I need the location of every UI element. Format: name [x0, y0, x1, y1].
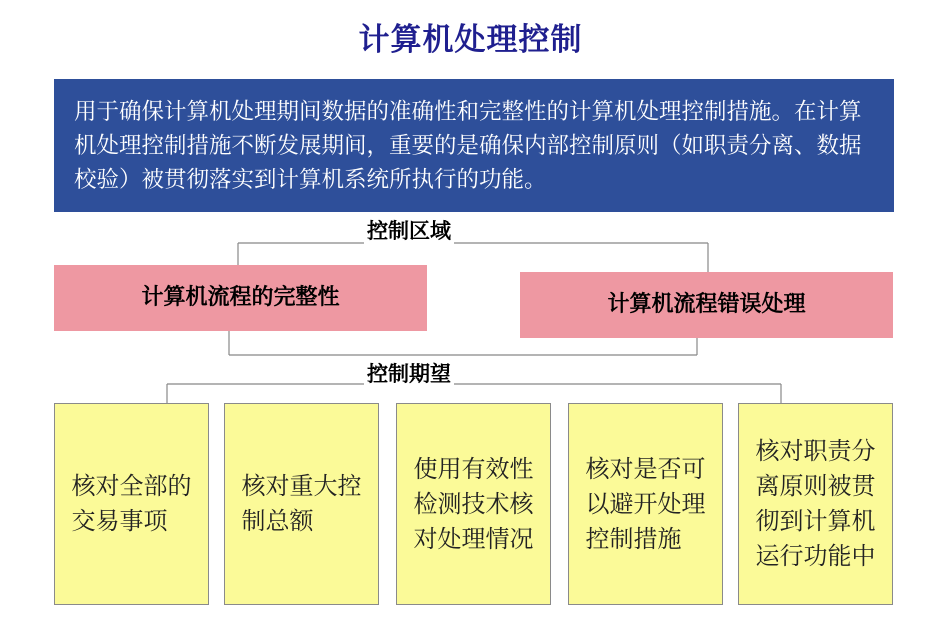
control-expectation-label: 控制期望 — [364, 360, 454, 388]
expectation-box-3 — [396, 403, 551, 605]
expectation-text-3: 使用有效性 检测技术核 对处理情况 — [413, 454, 534, 553]
expectation-text-4: 核对是否可 以避开处理 控制措施 — [585, 454, 706, 553]
expectation-text-2: 核对重大控 制总额 — [241, 472, 362, 535]
expectation-box-4 — [568, 403, 723, 605]
page-title: 计算机处理控制 — [358, 22, 583, 58]
expectation-box-2 — [224, 403, 379, 605]
control-area-integrity: 计算机流程的完整性 — [54, 265, 427, 331]
expectation-text-5: 核对职责分 离原则被贯 彻到计算机 运行功能中 — [755, 437, 876, 570]
expectation-box-1 — [54, 403, 209, 605]
control-area-label: 控制区域 — [364, 217, 454, 245]
control-area-error-handling: 计算机流程错误处理 — [520, 272, 893, 338]
expectation-box-5 — [738, 403, 893, 605]
expectation-text-1: 核对全部的 交易事项 — [71, 472, 192, 535]
intro-panel: 用于确保计算机处理期间数据的准确性和完整性的计算机处理控制措施。在计算机处理控制措施不断发展期间，重要的是确保内部控制原则（如职责分离、数据校验）被贯彻落实到计算机系统所执行的功能。 — [54, 79, 894, 212]
